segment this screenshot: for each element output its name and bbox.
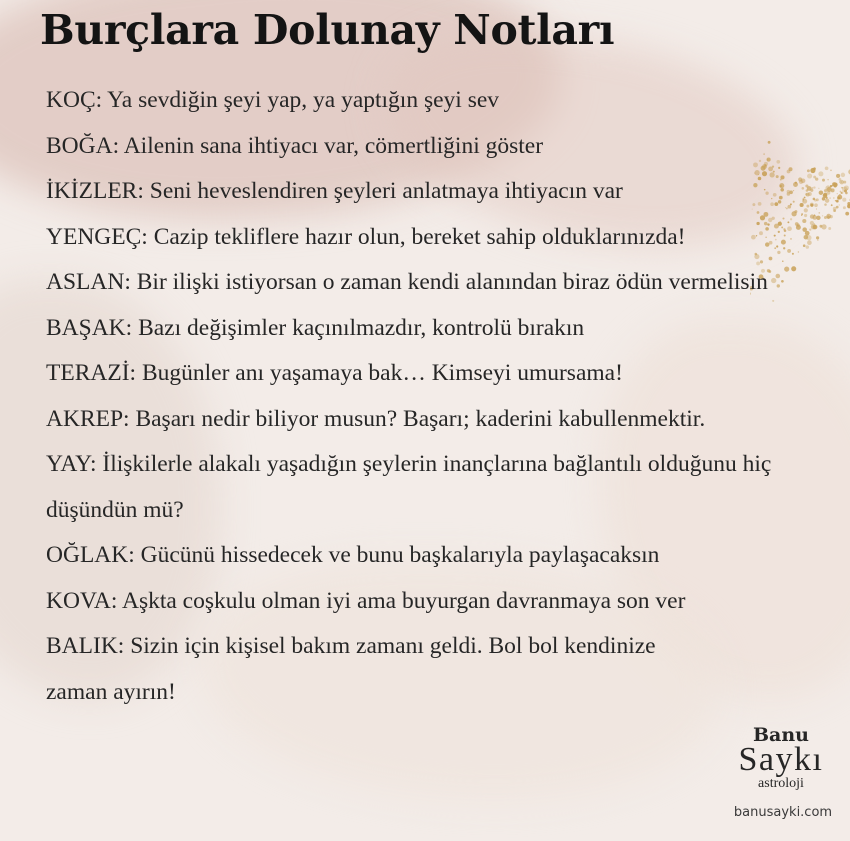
note-text: Bazı değişimler kaçınılmazdır, kontrolü bırakın — [138, 314, 585, 341]
note-text: Sizin için kişisel bakım zamanı geldi. Bol bol kendinize zaman ayırın! — [46, 633, 656, 705]
note-kova: KOVA: Aşkta coşkulu olman iyi ama buyurgan davranmaya son ver — [46, 587, 686, 614]
note-text: Gücünü hissedecek ve bunu başkalarıyla paylaşacaksın — [140, 542, 660, 568]
note-text: Ya sevdiğin şeyi yap, ya yaptığın şeyi sev — [107, 87, 500, 113]
website-url: banusayki.com — [733, 805, 833, 820]
note-balik: BALIK: Sizin için kişisel bakım zamanı geldi. Bol bol kendinize zaman ayırın! — [46, 633, 656, 705]
note-koc: KOÇ: Ya sevdiğin şeyi yap, ya yaptığın şeyi sev — [46, 87, 500, 113]
sign-name: YENGEÇ — [46, 223, 142, 250]
sign-name: OĞLAK — [46, 542, 129, 568]
note-aslan: ASLAN: Bir ilişki istiyorsan o zaman kendi alanından biraz ödün vermelisin — [46, 269, 768, 295]
note-text: Ailenin sana ihtiyacı var, cömertliğini göster — [123, 132, 544, 159]
brand-last-name: Saykı — [738, 741, 824, 778]
glitter-speck — [836, 174, 840, 178]
sign-name: KOVA — [46, 587, 111, 614]
note-text: İlişkilerle alakalı yaşadığın şeylerin inançlarına bağlantılı olduğunu hiç düşündün mü? — [46, 451, 772, 523]
note-text: Seni heveslendiren şeyleri anlatmaya ihtiyacın var — [149, 178, 623, 204]
note-text: Bir ilişki istiyorsan o zaman kendi alanından biraz ödün vermelisin — [136, 269, 768, 295]
glitter-speck — [836, 200, 839, 203]
sign-name: BAŞAK — [46, 314, 126, 341]
glitter-speck — [844, 185, 849, 190]
zodiac-notes-list — [46, 78, 836, 715]
glitter-speck — [839, 194, 840, 195]
glitter-speck — [837, 196, 840, 199]
sign-name: AKREP — [46, 405, 124, 432]
glitter-speck — [845, 212, 849, 216]
note-text: Cazip tekliflere hazır olun, bereket sahip olduklarınızda! — [153, 223, 686, 250]
glitter-speck — [841, 187, 843, 189]
sign-name: BOĞA — [46, 132, 113, 159]
note-text: Aşkta coşkulu olman iyi ama buyurgan davranmaya son ver — [121, 587, 686, 614]
sign-name: TERAZİ — [46, 360, 130, 386]
glitter-speck — [842, 198, 846, 202]
sign-name: YAY — [46, 451, 90, 477]
glitter-speck — [843, 181, 846, 184]
sign-name: KOÇ — [46, 87, 96, 113]
glitter-speck — [837, 193, 838, 194]
note-boga: BOĞA: Ailenin sana ihtiyacı var, cömertliğini göster — [46, 132, 544, 159]
glitter-speck — [845, 192, 848, 195]
glitter-speck — [840, 191, 842, 193]
note-text: Başarı nedir biliyor musun? Başarı; kaderini kabullenmektir. — [135, 405, 706, 432]
page-title: Burçlara Dolunay Notları — [40, 6, 615, 54]
sign-name: İKİZLER — [46, 178, 138, 204]
note-basak: BAŞAK: Bazı değişimler kaçınılmazdır, kontrolü bırakın — [46, 314, 585, 341]
note-terazi: TERAZİ: Bugünler anı yaşamaya bak… Kimseyi umursama! — [46, 360, 623, 386]
sign-name: ASLAN — [46, 269, 125, 295]
note-text: Bugünler anı yaşamaya bak… Kimseyi umursama! — [141, 360, 623, 386]
glitter-speck — [839, 204, 840, 205]
sign-name: BALIK — [46, 633, 118, 659]
brand-subtitle: astroloji — [758, 776, 804, 791]
brand-logo — [728, 724, 834, 794]
glitter-speck — [843, 206, 846, 209]
note-ikizler: İKİZLER: Seni heveslendiren şeyleri anlatmaya ihtiyacın var — [46, 178, 623, 204]
note-yengec: YENGEÇ: Cazip tekliflere hazır olun, bereket sahip olduklarınızda! — [46, 223, 686, 250]
glitter-speck — [841, 181, 842, 182]
note-yay: YAY: İlişkilerle alakalı yaşadığın şeylerin inançlarına bağlantılı olduğunu hiç düşündün mü? — [46, 451, 772, 523]
note-oglak: OĞLAK: Gücünü hissedecek ve bunu başkalarıyla paylaşacaksın — [46, 542, 660, 568]
note-akrep: AKREP: Başarı nedir biliyor musun? Başarı; kaderini kabullenmektir. — [46, 405, 706, 432]
glitter-speck — [841, 173, 845, 177]
brand-first-name: Banu — [753, 724, 809, 746]
glitter-speck — [841, 192, 844, 195]
